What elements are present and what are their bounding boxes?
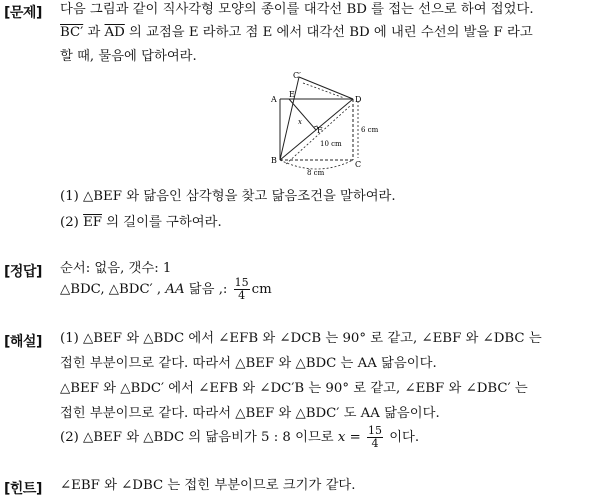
text-fragment: 이다. — [384, 430, 420, 445]
segment-bc-prime: BC′ — [60, 25, 84, 40]
text-fragment: 닮음 ,: — [184, 282, 232, 297]
text-fragment: (2) △BEF 와 △BDC 의 닮음비가 5 : 8 이므로 — [60, 430, 338, 445]
text-fragment: = — [345, 430, 365, 445]
point-e: E — [289, 90, 295, 99]
label-diag-bd: 10 cm — [320, 140, 342, 148]
explanation-fraction — [367, 425, 383, 450]
question-2 — [60, 214, 222, 232]
text-fragment: cm — [251, 282, 272, 297]
dimension-bc — [280, 160, 353, 169]
text-fragment: 의 교점을 E 라하고 점 E 에서 대각선 BD 에 내린 수선의 발을 F 라고 — [124, 25, 533, 40]
text-fragment: AA — [165, 282, 185, 297]
fraction-numerator: 15 — [367, 424, 382, 437]
point-f: F — [317, 126, 323, 135]
label-side-bc: 8 cm — [307, 169, 325, 177]
label-side-cd: 6 cm — [361, 126, 379, 134]
question-1: (1) △BEF 와 닮음인 삼각형을 찾고 닮음조건을 말하여라. — [60, 189, 396, 204]
point-a: A — [271, 95, 277, 104]
hint-text: ∠EBF 와 ∠DBC 는 접힌 부분이므로 크기가 같다. — [60, 478, 356, 493]
explanation-line-2: 접힌 부분이므로 같다. 따라서 △BEF 와 △BDC 는 AA 닮음이다. — [60, 356, 437, 371]
problem-line-2 — [60, 24, 533, 42]
explanation-line-3: △BEF 와 △BDC′ 에서 ∠EFB 와 ∠DC′B 는 90° 로 같고, ∠EBF 와 ∠DBC′ 는 — [60, 381, 528, 396]
fraction-denominator: 4 — [238, 289, 246, 302]
answer-label: [정답] — [4, 264, 42, 280]
perpendicular-ef — [289, 99, 316, 130]
label-x: x — [298, 118, 302, 126]
point-c: C — [355, 160, 362, 169]
side-c-prime-d — [299, 77, 353, 99]
segment-ef: $\overline{EF}$ — [83, 215, 102, 230]
point-c-prime: C′ — [293, 71, 301, 80]
point-d: D — [355, 95, 362, 104]
text-fragment: 과 — [83, 25, 105, 40]
fraction-numerator: 15 — [234, 276, 249, 289]
dimension-c-prime-d — [303, 83, 344, 98]
answer-fraction — [234, 277, 250, 302]
segment-ad: $\overline{AD}$ — [104, 25, 125, 40]
text-fragment: (2) — [60, 215, 84, 230]
folded-rectangle-figure — [262, 70, 392, 180]
problem-label: [문제] — [4, 5, 42, 21]
explanation-line-1: (1) △BEF 와 △BDC 에서 ∠EFB 와 ∠DCB 는 90° 로 같고, ∠EBF 와 ∠DBC 는 — [60, 331, 542, 346]
text-fragment: △BDC, △BDC′ , — [60, 282, 166, 297]
fraction-denominator: 4 — [371, 437, 379, 450]
explanation-line-5 — [60, 425, 419, 451]
answer-line-2 — [60, 277, 272, 303]
answer-line-1: 순서: 없음, 갯수: 1 — [60, 261, 172, 276]
text-fragment: 의 길이를 구하여라. — [102, 215, 222, 230]
problem-line-1: 다음 그림과 같이 직사각형 모양의 종이를 대각선 BD 를 접는 선으로 하여 접었다. — [60, 2, 534, 17]
explanation-label: [해설] — [4, 334, 42, 350]
problem-line-3: 할 때, 물음에 답하여라. — [60, 49, 197, 64]
hint-label: [힌트] — [4, 481, 42, 497]
explanation-line-4: 접힌 부분이므로 같다. 따라서 △BEF 와 △BDC′ 도 AA 닮음이다. — [60, 406, 440, 421]
dimension-bd — [286, 106, 350, 164]
point-b: B — [271, 156, 277, 165]
text-fragment: x — [337, 430, 346, 445]
